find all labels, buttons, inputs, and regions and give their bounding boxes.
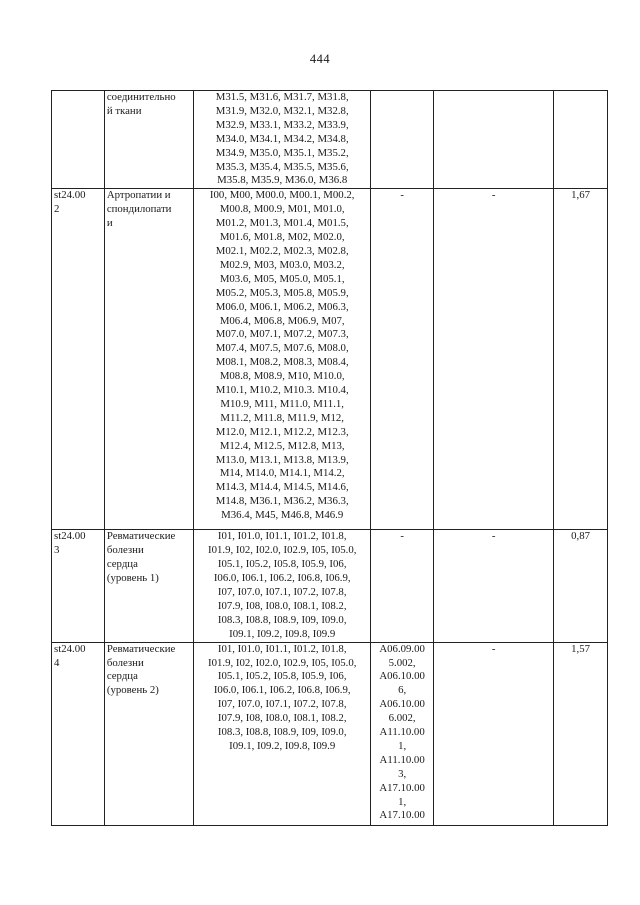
cell-line: болезни <box>106 544 144 557</box>
cell-line: Ревматические <box>106 642 176 655</box>
cell-line: 6, <box>398 684 407 697</box>
cell-line: и <box>106 217 113 230</box>
cell-line: M34.0, M34.1, M34.2, M34.8, <box>215 132 349 145</box>
cell-line: I07, I07.0, I07.1, I07.2, I07.8, <box>217 585 347 598</box>
cell-line: Ревматические <box>106 530 176 543</box>
cell-line: A17.10.00 <box>379 809 425 822</box>
service-codes-cell <box>371 530 434 642</box>
cell-line: - <box>400 530 404 543</box>
cell-line: M05.2, M05.3, M05.8, M05.9, <box>215 286 349 299</box>
coefficient-cell: 1,57 <box>554 642 608 825</box>
cell-line: (уровень 1) <box>106 572 159 585</box>
cell-line: A11.10.00 <box>379 753 425 766</box>
cell-line: Артропатии и <box>106 189 171 202</box>
kpg-code-cell <box>52 642 105 825</box>
extra-criteria-cell: - <box>434 530 554 642</box>
cell-line: болезни <box>106 656 144 669</box>
cell-line: 2 <box>54 203 60 216</box>
service-codes-cell <box>371 642 434 825</box>
cell-line: st24.00 <box>54 642 86 655</box>
cell-line: I07.9, I08, I08.0, I08.1, I08.2, <box>217 599 347 612</box>
cell-line: I07.9, I08, I08.0, I08.1, I08.2, <box>217 712 347 725</box>
tariff-table <box>51 90 608 826</box>
cell-line: st24.00 <box>54 189 86 202</box>
cell-line: 6.002, <box>388 712 416 725</box>
cell-line: A06.10.00 <box>379 670 425 683</box>
cell-line: (уровень 2) <box>106 684 159 697</box>
cell-line: I05.1, I05.2, I05.8, I05.9, I06, <box>217 670 347 683</box>
cell-line: M35.3, M35.4, M35.5, M35.6, <box>215 160 349 173</box>
cell-line: I07, I07.0, I07.1, I07.2, I07.8, <box>217 698 347 711</box>
cell-line: A06.09.00 <box>379 642 425 655</box>
cell-line: сердца <box>106 558 138 571</box>
cell-line: спондилопати <box>106 203 172 216</box>
table-row <box>52 189 608 530</box>
kpg-name-cell <box>104 91 193 189</box>
kpg-name-cell <box>104 189 193 530</box>
diagnosis-codes-cell <box>194 530 371 642</box>
cell-line: соединительно <box>106 91 176 103</box>
cell-line: M31.9, M32.0, M32.1, M32.8, <box>215 104 349 117</box>
cell-line: M14.3, M14.4, M14.5, M14.6, <box>215 481 349 494</box>
cell-line: M08.1, M08.2, M08.3, M08.4, <box>215 356 349 369</box>
service-codes-cell <box>371 189 434 530</box>
kpg-code-cell <box>52 189 105 530</box>
kpg-code-cell <box>52 530 105 642</box>
cell-line: M02.9, M03, M03.0, M03.2, <box>219 258 345 271</box>
extra-criteria-cell: - <box>434 642 554 825</box>
cell-line: M01.2, M01.3, M01.4, M01.5, <box>215 217 349 230</box>
cell-line: I06.0, I06.1, I06.2, I06.8, I06.9, <box>213 572 351 585</box>
cell-line: I00, M00, M00.0, M00.1, M00.2, <box>209 189 355 202</box>
cell-line: й ткани <box>106 104 142 117</box>
cell-line: I08.3, I08.8, I08.9, I09, I09.0, <box>217 726 347 739</box>
cell-line: I08.3, I08.8, I08.9, I09, I09.0, <box>217 613 347 626</box>
cell-line: A11.10.00 <box>379 726 425 739</box>
page-number: 444 <box>309 52 331 66</box>
cell-line: M10.1, M10.2, M10.3. M10.4, <box>215 384 349 397</box>
cell-line: I09.1, I09.2, I09.8, I09.9 <box>229 627 336 640</box>
cell-line: M36.4, M45, M46.8, M46.9 <box>221 509 344 522</box>
cell-line: I05.1, I05.2, I05.8, I05.9, I06, <box>217 558 347 571</box>
cell-line: 4 <box>54 656 60 669</box>
coefficient-cell <box>554 91 608 189</box>
kpg-name-cell <box>104 530 193 642</box>
cell-line: 1, <box>398 739 407 752</box>
kpg-code-cell <box>52 91 105 189</box>
cell-line: сердца <box>106 670 138 683</box>
cell-line: M08.8, M08.9, M10, M10.0, <box>219 370 345 383</box>
table-row <box>52 530 608 642</box>
cell-line: M12.4, M12.5, M12.8, M13, <box>219 439 345 452</box>
cell-line: M34.9, M35.0, M35.1, M35.2, <box>215 146 349 159</box>
cell-line: M07.4, M07.5, M07.6, M08.0, <box>215 342 349 355</box>
table-row <box>52 642 608 825</box>
cell-line: I01.9, I02, I02.0, I02.9, I05, I05.0, <box>207 544 357 557</box>
extra-criteria-cell <box>434 91 554 189</box>
service-codes-cell <box>371 91 434 189</box>
cell-line: M32.9, M33.1, M33.2, M33.9, <box>215 118 349 131</box>
cell-line: A17.10.00 <box>379 781 425 794</box>
cell-line: st24.00 <box>54 530 86 543</box>
cell-line: M02.1, M02.2, M02.3, M02.8, <box>215 244 349 257</box>
cell-line: M12.0, M12.1, M12.2, M12.3, <box>215 425 349 438</box>
cell-line: M06.0, M06.1, M06.2, M06.3, <box>215 300 349 313</box>
cell-line: I01, I01.0, I01.1, I01.2, I01.8, <box>217 530 347 543</box>
cell-line: - <box>400 189 404 202</box>
cell-line: M10.9, M11, M11.0, M11.1, <box>220 397 344 410</box>
diagnosis-codes-cell <box>194 189 371 530</box>
kpg-name-cell <box>104 642 193 825</box>
coefficient-cell: 1,67 <box>554 189 608 530</box>
cell-line: I01.9, I02, I02.0, I02.9, I05, I05.0, <box>207 656 357 669</box>
cell-line: M03.6, M05, M05.0, M05.1, <box>219 272 345 285</box>
cell-line: M35.8, M35.9, M36.0, M36.8 <box>217 174 348 187</box>
cell-line: 5.002, <box>388 656 416 669</box>
cell-line: M07.0, M07.1, M07.2, M07.3, <box>215 328 349 341</box>
diagnosis-codes-cell <box>194 642 371 825</box>
cell-line: M14, M14.0, M14.1, M14.2, <box>219 467 345 480</box>
cell-line: M31.5, M31.6, M31.7, M31.8, <box>215 91 349 103</box>
cell-line: I09.1, I09.2, I09.8, I09.9 <box>229 739 336 752</box>
diagnosis-codes-cell <box>194 91 371 189</box>
cell-line: M13.0, M13.1, M13.8, M13.9, <box>215 453 349 466</box>
cell-line: A06.10.00 <box>379 698 425 711</box>
cell-line: I06.0, I06.1, I06.2, I06.8, I06.9, <box>213 684 351 697</box>
cell-line: 3, <box>398 767 407 780</box>
cell-line: 3 <box>54 544 60 557</box>
cell-line: 1, <box>398 795 407 808</box>
cell-line: M06.4, M06.8, M06.9, M07, <box>219 314 345 327</box>
cell-line: I01, I01.0, I01.1, I01.2, I01.8, <box>217 642 347 655</box>
cell-line: M00.8, M00.9, M01, M01.0, <box>219 203 345 216</box>
cell-line: M11.2, M11.8, M11.9, M12, <box>220 411 344 424</box>
table-row <box>52 91 608 189</box>
extra-criteria-cell: - <box>434 189 554 530</box>
cell-line: M14.8, M36.1, M36.2, M36.3, <box>215 495 349 508</box>
coefficient-cell: 0,87 <box>554 530 608 642</box>
cell-line: M01.6, M01.8, M02, M02.0, <box>219 231 345 244</box>
